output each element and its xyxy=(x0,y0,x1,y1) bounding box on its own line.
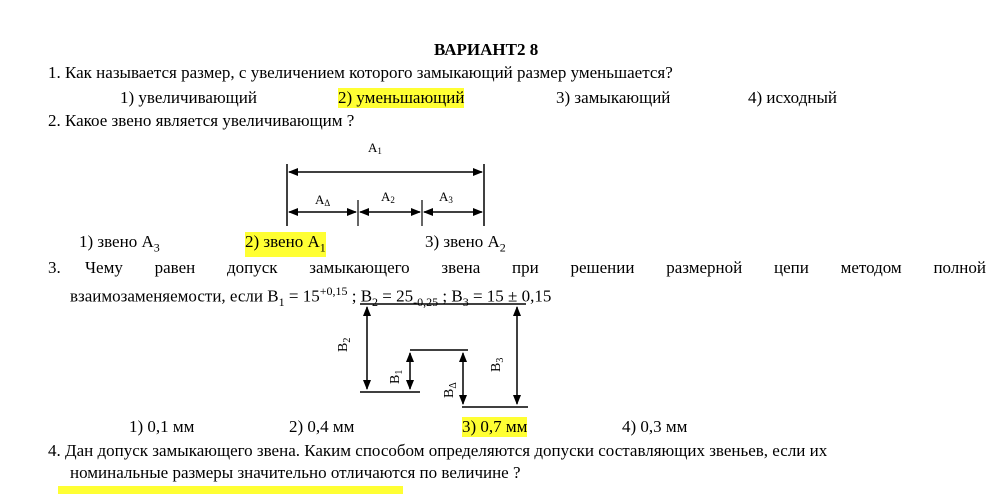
question-4-line-2: номинальные размеры значительно отличаются по величине ? xyxy=(70,463,521,482)
question-4-line-1: 4. Дан допуск замыкающего звена. Каким способом определяются допуски составляющих звеньев, если их xyxy=(48,441,828,460)
q1-option-1[interactable]: 1) увеличивающий xyxy=(120,88,257,107)
q3-option-4[interactable]: 4) 0,3 мм xyxy=(622,417,688,436)
b2-label: $B_2$ xyxy=(336,337,353,352)
variant-title: ВАРИАНТ2 8 xyxy=(434,40,539,59)
a1-label: A1 xyxy=(368,140,382,156)
question-3-line-2: взаимозаменяемости, если $В_1 = 15^{+0,15}$ ; $В_2 = 25_{-0,25}$ ; $В_3 = 15 \pm 0,15$ xyxy=(70,284,552,310)
q1-option-2-highlighted[interactable]: 2) уменьшающий xyxy=(338,88,465,107)
dimension-chain-diagram-b xyxy=(336,304,528,407)
question-2-text: 2. Какое звено является увеличивающим ? xyxy=(48,111,355,130)
b1-label: $B_1$ xyxy=(388,369,405,384)
b-delta-label: $B_\Delta$ xyxy=(442,382,459,398)
question-3-line-1: Чему равен допуск замыкающего звена при решении размерной цепи методом полной xyxy=(85,258,986,277)
clipped-next-line-highlight xyxy=(58,486,403,494)
a2-label: A2 xyxy=(381,189,395,205)
b3-label: $B_3$ xyxy=(489,357,506,372)
q2-option-2-highlighted[interactable]: 2) звено $А_1$ xyxy=(245,232,326,257)
q3-option-1[interactable]: 1) 0,1 мм xyxy=(129,417,195,436)
q2-option-1[interactable]: 1) звено $А_3$ xyxy=(79,232,160,255)
a-delta-label: AΔ xyxy=(315,192,331,208)
q1-option-3[interactable]: 3) замыкающий xyxy=(556,88,671,107)
q1-option-4[interactable]: 4) исходный xyxy=(748,88,837,107)
q3-number: 3. xyxy=(48,258,61,277)
q3-option-3-highlighted[interactable]: 3) 0,7 мм xyxy=(462,417,528,436)
question-1-text: 1. Как называется размер, с увеличением которого замыкающий размер уменьшается? xyxy=(48,63,673,82)
a3-label: A3 xyxy=(439,189,453,205)
q2-option-3[interactable]: 3) звено $А_2$ xyxy=(425,232,506,255)
q3-option-2[interactable]: 2) 0,4 мм xyxy=(289,417,355,436)
